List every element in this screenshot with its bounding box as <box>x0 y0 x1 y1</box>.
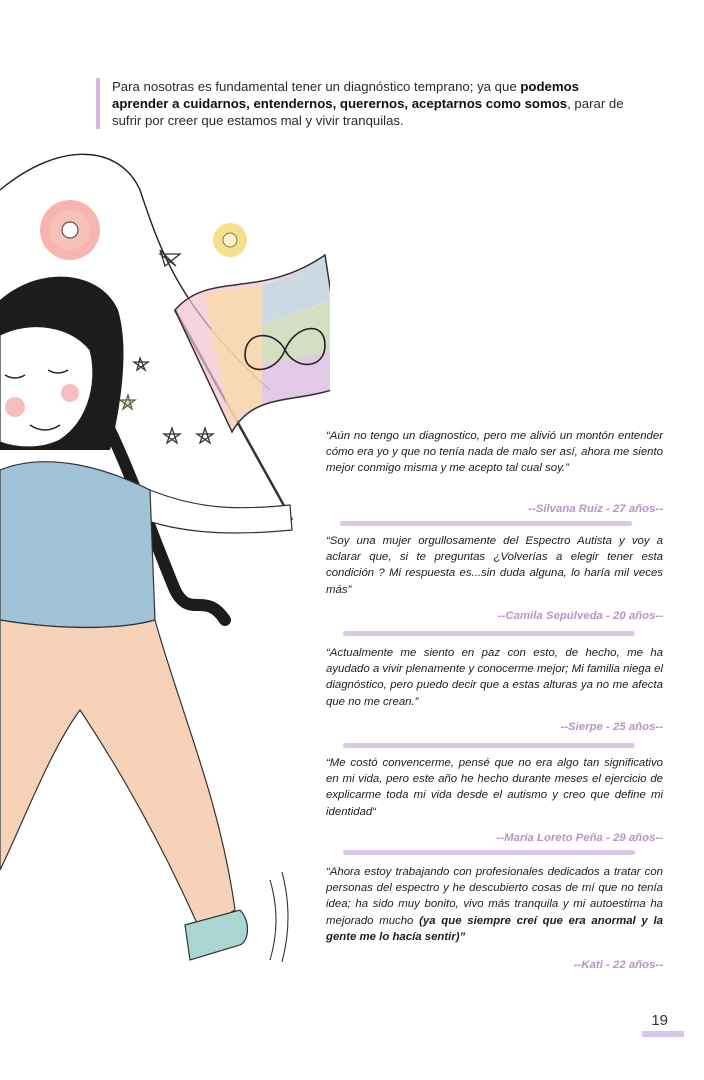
testimonial-author: --Camila Sepúlveda - 20 años-- <box>497 610 663 622</box>
testimonial-quote <box>326 864 663 945</box>
divider <box>343 631 635 636</box>
yellow-flower-icon <box>213 223 247 257</box>
testimonial-author: --Sierpe - 25 años-- <box>560 721 663 733</box>
divider <box>340 521 632 526</box>
star-icon <box>160 250 180 266</box>
star-icon <box>134 358 148 370</box>
rainbow-flag-icon <box>175 255 330 432</box>
star-icon <box>197 428 213 443</box>
testimonial-quote-bold: (ya que siempre creí que era anormal y la gente me lo hacía sentir)” <box>326 914 663 943</box>
testimonial-quote: “Soy una mujer orgullosamente del Espectro Autista y voy a aclarar que, si te preguntas ¿Volverías a elegir tener esta condición ? Mi respuesta es...sin duda alguna, lo haría mil veces más” <box>326 535 663 596</box>
testimonial-quote: “Aún no tengo un diagnostico, pero me alivió un montón entender cómo era yo y que no tenía nada de malo ser así, ahora me siento mejor conmigo misma y me acepto tal cual soy.” <box>326 430 663 475</box>
girl-with-flag-illustration <box>0 150 330 980</box>
testimonial-author: --Silvana Ruíz - 27 años-- <box>528 503 663 515</box>
testimonial-quote: “Actualmente me siento en paz con esto, de hecho, me ha ayudado a vivir plenamente y conocerme mejor; Mi familia niega el diagnóstico, pero puedo decir que a estas alturas ya no me afecta que no me crean.” <box>326 647 663 708</box>
intro-text: Para nosotras es fundamental tener un diagnóstico temprano; ya que <box>112 79 521 94</box>
page-number: 19 <box>651 1012 668 1029</box>
testimonial-quote-text: “Ahora estoy trabajando con profesionales dedicados a tratar con personas del espectro y he descubierto cosas de mí que no tenía idea; ha sido muy bonito, vivo más tranquila y mi autoestima ha mejorado mucho <box>326 866 663 927</box>
page-number-bar <box>642 1031 684 1037</box>
star-icon <box>120 395 135 409</box>
divider <box>343 743 635 748</box>
testimonial-quote: “Me costó convencerme, pensé que no era algo tan significativo en mi vida, pero este año he hecho durante meses el ejercicio de explicarme toda mi vida desde el autismo y creo que define mi identidad“ <box>326 757 663 818</box>
testimonial-author: --Kati - 22 años-- <box>573 959 663 971</box>
star-icon <box>164 428 180 443</box>
intro-paragraph <box>96 78 632 129</box>
intro-text-end: , parar de sufrir por creer que estamos mal y vivir tranquilas. <box>112 96 624 128</box>
pink-flower-icon <box>40 200 100 260</box>
testimonial-author: --María Loreto Peña - 29 años-- <box>496 832 663 844</box>
intro-bold-text: podemos aprender a cuidarnos, entendernos, querernos, aceptarnos como somos <box>112 79 579 111</box>
divider <box>343 850 635 855</box>
